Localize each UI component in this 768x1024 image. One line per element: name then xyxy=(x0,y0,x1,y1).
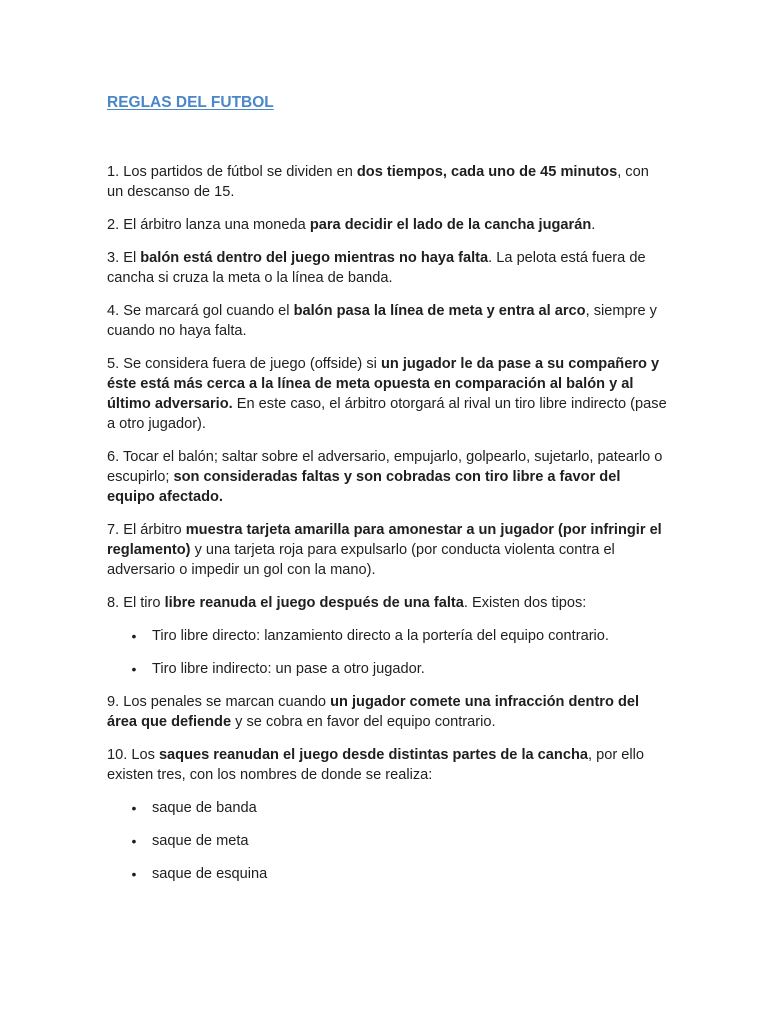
list-item-text: Tiro libre directo: lanzamiento directo a la portería del equipo contrario. xyxy=(152,628,609,644)
rule-3-bold: balón está dentro del juego mientras no haya falta xyxy=(140,250,489,266)
bullet-icon: • xyxy=(131,628,137,644)
rule-6-bold: son consideradas faltas y son cobradas con tiro libre a favor del equipo afectado. xyxy=(107,469,621,505)
document-page xyxy=(107,92,667,897)
rule-2-text: 2. El árbitro lanza una moneda xyxy=(107,217,310,233)
list-item xyxy=(107,659,667,679)
rule-6-text: 6. Tocar el balón; saltar sobre el adversario, empujarlo, golpearlo, sujetarlo, patearlo o escupirlo; xyxy=(107,449,663,485)
list-item-text: Tiro libre indirecto: un pase a otro jugador. xyxy=(152,661,425,677)
rule-2-text-end: . xyxy=(591,217,596,233)
rule-1-text-end: , con un descanso de 15. xyxy=(107,164,649,200)
rule-7-text: 7. El árbitro xyxy=(107,522,186,538)
rule-4-text-end: , siempre y cuando no haya falta. xyxy=(107,303,657,339)
rule-5 xyxy=(107,354,667,434)
rule-9-text-end: y se cobra en favor del equipo contrario. xyxy=(231,714,496,730)
bullet-icon: • xyxy=(131,800,137,816)
rule-5-text: 5. Se considera fuera de juego (offside) si xyxy=(107,356,381,372)
list-item xyxy=(107,798,667,818)
rule-3 xyxy=(107,248,667,288)
bullet-icon: • xyxy=(131,866,137,882)
list-item-text: saque de meta xyxy=(152,833,249,849)
rule-4-text: 4. Se marcará gol cuando el xyxy=(107,303,294,319)
rule-5-bold: un jugador le da pase a su compañero y éste está más cerca a la línea de meta opuesta en comparación al balón y al último adversario. xyxy=(107,356,660,412)
rule-2 xyxy=(107,215,667,235)
list-item xyxy=(107,626,667,646)
rule-6 xyxy=(107,447,667,507)
rule-1-text: 1. Los partidos de fútbol se dividen en xyxy=(107,164,357,180)
rule-10 xyxy=(107,745,667,785)
list-item-text: saque de banda xyxy=(152,800,257,816)
rule-7-text-end: y una tarjeta roja para expulsarlo (por conducta violenta contra el adversario o impedir un gol con la mano). xyxy=(107,542,615,578)
rule-10-text-end: , por ello existen tres, con los nombres de donde se realiza: xyxy=(107,747,644,783)
rule-9-bold: un jugador comete una infracción dentro del área que defiende xyxy=(107,694,640,730)
rule-9-text: 9. Los penales se marcan cuando xyxy=(107,694,331,710)
rule-8-text-end: . Existen dos tipos: xyxy=(463,595,587,611)
rule-3-text-end: . La pelota está fuera de cancha si cruza la meta o la línea de banda. xyxy=(107,250,646,286)
rule-7 xyxy=(107,520,667,580)
rule-4-bold: balón pasa la línea de meta y entra al arco xyxy=(293,303,586,319)
rule-7-bold: muestra tarjeta amarilla para amonestar a un jugador (por infringir el reglamento) xyxy=(107,522,662,558)
rule-10-bold: saques reanudan el juego desde distintas partes de la cancha xyxy=(158,747,588,763)
list-item xyxy=(107,864,667,884)
document-title: REGLAS DEL FUTBOL xyxy=(107,94,274,111)
rule-2-bold: para decidir el lado de la cancha jugarán xyxy=(309,217,592,233)
bullet-icon: • xyxy=(131,833,137,849)
free-kick-types-list xyxy=(107,626,667,679)
bullet-icon: • xyxy=(131,661,137,677)
rule-3-text: 3. El xyxy=(107,250,141,266)
throw-types-list xyxy=(107,798,667,884)
list-item xyxy=(107,831,667,851)
rule-1 xyxy=(107,162,667,202)
rule-8-bold: libre reanuda el juego después de una falta xyxy=(164,595,464,611)
rule-10-text: 10. Los xyxy=(107,747,159,763)
rule-8 xyxy=(107,593,667,613)
rule-9 xyxy=(107,692,667,732)
rule-5-text-end: En este caso, el árbitro otorgará al rival un tiro libre indirecto (pase a otro jugador). xyxy=(107,396,667,432)
list-item-text: saque de esquina xyxy=(152,866,268,882)
rule-1-bold: dos tiempos, cada uno de 45 minutos xyxy=(356,164,618,180)
rule-8-text: 8. El tiro xyxy=(107,595,165,611)
rule-4 xyxy=(107,301,667,341)
